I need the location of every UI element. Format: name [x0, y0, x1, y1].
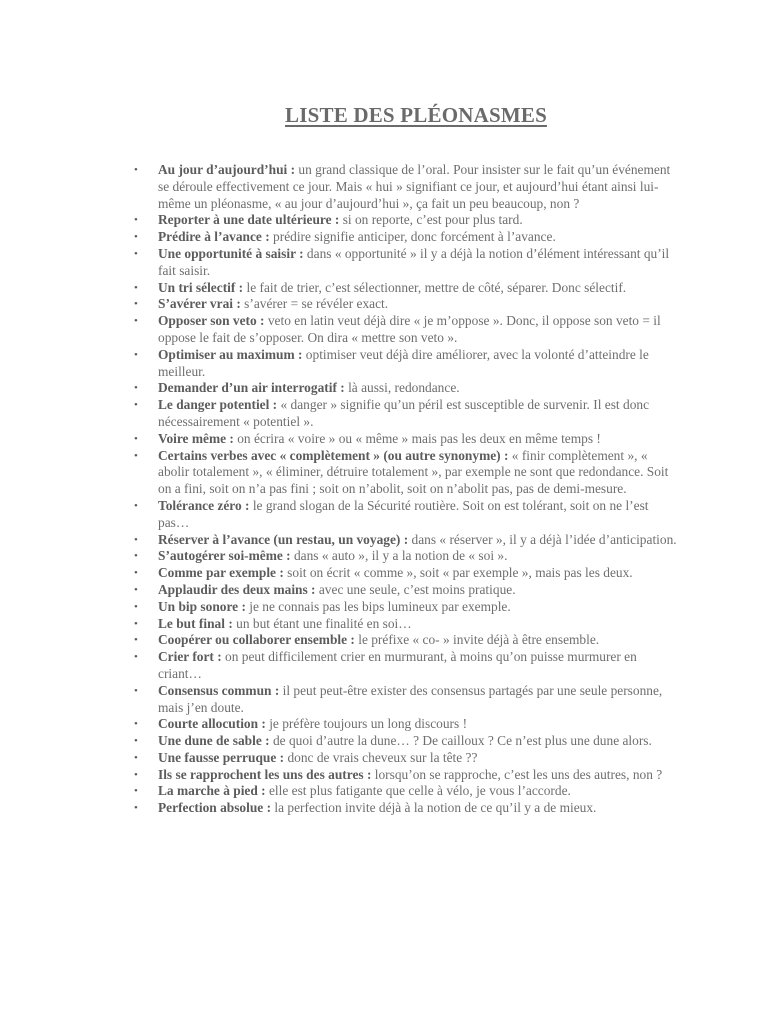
pleonasm-term: S’autogérer soi-même : [158, 548, 291, 564]
bullet-icon: • [134, 499, 138, 512]
pleonasm-term: Certains verbes avec « complètement » (ou autre synonyme) : [158, 447, 509, 463]
pleonasm-explanation: s’avérer = se révéler exact. [240, 296, 389, 312]
pleonasm-term: Voire même : [158, 430, 234, 446]
pleonasm-explanation: il peut peut-être exister des consensus partagés par une seule personne, mais j’en doute. [158, 682, 663, 715]
pleonasm-explanation: je ne connais pas les bips lumineux par exemple. [245, 598, 511, 614]
pleonasm-explanation: soit on écrit « comme », soit « par exemple », mais pas les deux. [283, 565, 633, 581]
list-item [134, 346, 678, 381]
list-item [134, 430, 678, 448]
pleonasm-term: Demander d’un air interrogatif : [158, 380, 345, 396]
list-item [134, 397, 678, 431]
pleonasm-term: Applaudir des deux mains : [158, 581, 316, 597]
pleonasm-explanation: optimiser veut déjà dire améliorer, avec la volonté d’atteindre le meilleur. [158, 346, 649, 379]
pleonasm-term: La marche à pied : [158, 783, 266, 799]
pleonasm-explanation: prédire signifie anticiper, donc forcément à l’avance. [269, 229, 556, 245]
pleonasm-term: Une fausse perruque : [158, 749, 285, 765]
bullet-icon: • [134, 550, 138, 563]
pleonasm-explanation: on écrira « voire » ou « même » mais pas les deux en même temps ! [233, 430, 601, 446]
pleonasm-term: Une dune de sable : [158, 733, 270, 749]
pleonasm-explanation: le préfixe « co- » invite déjà à être ensemble. [354, 632, 600, 648]
pleonasm-term: Reporter à une date ultérieure : [158, 212, 340, 228]
pleonasm-term: Un tri sélectif : [158, 279, 244, 295]
pleonasm-explanation: avec une seule, c’est moins pratique. [315, 581, 516, 597]
pleonasm-term: Optimiser au maximum : [158, 346, 303, 362]
pleonasm-term: Au jour d’aujourd’hui : [158, 162, 296, 177]
bullet-icon: • [134, 634, 138, 647]
bullet-icon: • [134, 785, 138, 798]
bullet-icon: • [134, 298, 138, 311]
list-item [134, 313, 678, 347]
list-item [134, 800, 678, 817]
list-item [134, 598, 678, 616]
bullet-icon: • [134, 382, 138, 395]
pleonasm-explanation: là aussi, redondance. [344, 380, 460, 396]
bullet-icon: • [134, 533, 138, 546]
pleonasm-term: Courte allocution : [158, 716, 266, 732]
bullet-icon: • [134, 684, 138, 697]
pleonasm-explanation: dans « réserver », il y a déjà l’idée d’anticipation. [408, 531, 677, 547]
pleonasm-explanation: un grand classique de l’oral. Pour insister sur le fait qu’un événement se déroule effectivement ce jour. Mais « hui » signifiant ce jour, et aujourd’hui étant ainsi lui-même un pléonasme, « au jour d’aujourd’hui », ça fait un peu beaucoup, non ? [158, 162, 671, 211]
pleonasm-explanation: on peut difficilement crier en murmurant, à moins qu’on puisse murmurer en criant… [158, 649, 637, 681]
bullet-icon: • [134, 315, 138, 328]
bullet-icon: • [134, 164, 138, 176]
bullet-icon: • [134, 247, 138, 260]
pleonasm-term: Le but final : [158, 615, 233, 631]
list-item [134, 245, 678, 280]
list-item [134, 229, 678, 246]
pleonasm-explanation: le fait de trier, c’est sélectionner, mettre de côté, séparer. Donc sélectif. [243, 279, 627, 295]
pleonasm-term: Opposer son veto : [158, 313, 265, 329]
bullet-icon: • [134, 567, 138, 580]
list-item [134, 749, 678, 767]
list-item [134, 733, 678, 750]
list-item [134, 279, 678, 297]
bullet-icon: • [134, 768, 138, 781]
pleonasm-term: Consensus commun : [158, 682, 280, 698]
list-item [134, 766, 678, 784]
list-item [134, 212, 678, 229]
bullet-icon: • [134, 281, 138, 294]
pleonasm-term: Prédire à l’avance : [158, 229, 270, 245]
pleonasm-term: Crier fort : [158, 649, 222, 665]
bullet-icon: • [134, 214, 138, 227]
pleonasm-term: Coopérer ou collaborer ensemble : [158, 632, 355, 648]
pleonasm-explanation: un but étant une finalité en soi… [232, 615, 412, 631]
pleonasm-explanation: veto en latin veut déjà dire « je m’oppose ». Donc, il oppose son veto = il oppose le fait de s’opposer. On dira « mettre son veto ». [158, 313, 661, 345]
pleonasm-list [134, 162, 678, 817]
pleonasm-term: Tolérance zéro : [158, 497, 250, 513]
bullet-icon: • [134, 583, 138, 596]
page-title: LISTE DES PLÉONASMES [285, 103, 547, 127]
list-item [134, 783, 678, 800]
pleonasm-explanation: je préfère toujours un long discours ! [265, 716, 468, 732]
bullet-icon: • [134, 449, 138, 462]
pleonasm-explanation: de quoi d’autre la dune… ? De cailloux ? Ce n’est plus une dune alors. [269, 733, 652, 749]
list-item [134, 615, 678, 633]
list-item [134, 682, 678, 717]
list-item [134, 565, 678, 582]
list-item [134, 716, 678, 733]
pleonasm-term: Ils se rapprochent les uns des autres : [158, 766, 372, 782]
bullet-icon: • [134, 617, 138, 630]
list-item [134, 380, 678, 397]
list-item [134, 632, 678, 649]
pleonasm-term: S’avérer vrai : [158, 296, 241, 312]
pleonasm-explanation: dans « opportunité » il y a déjà la notion d’élément intéressant qu’il fait saisir. [158, 245, 670, 278]
pleonasm-explanation: donc de vrais cheveux sur la tête ?? [284, 749, 478, 765]
list-item [134, 162, 678, 212]
list-item [134, 548, 678, 565]
list-item [134, 447, 678, 498]
bullet-icon: • [134, 399, 138, 412]
pleonasm-explanation: lorsqu’on se rapproche, c’est les uns des autres, non ? [371, 766, 663, 782]
pleonasm-explanation: le grand slogan de la Sécurité routière. Soit on est tolérant, soit on ne l’est pas… [158, 497, 649, 530]
bullet-icon: • [134, 651, 138, 664]
list-item [134, 581, 678, 599]
bullet-icon: • [134, 802, 138, 815]
pleonasm-explanation: « danger » signifie qu’un péril est susceptible de survenir. Il est donc nécessairement « potentiel ». [158, 397, 650, 429]
pleonasm-term: Une opportunité à saisir : [158, 245, 304, 261]
pleonasm-explanation: « finir complètement », « abolir totalement », « éliminer, détruire totalement », par exemple ne sont que redondance. Soit on a fini, soit on n’a pas fini ; soit on n’abolit, soit on n’abolit pas, pas de demi-mesure. [158, 447, 669, 497]
pleonasm-term: Perfection absolue : [158, 800, 272, 816]
pleonasm-explanation: la perfection invite déjà à la notion de ce qu’il y a de mieux. [271, 800, 597, 816]
list-item [134, 296, 678, 313]
pleonasm-term: Réserver à l’avance (un restau, un voyage) : [158, 531, 409, 547]
bullet-icon: • [134, 718, 138, 731]
pleonasm-term: Le danger potentiel : [158, 397, 278, 413]
bullet-icon: • [134, 348, 138, 361]
pleonasm-explanation: si on reporte, c’est pour plus tard. [339, 212, 523, 228]
list-item [134, 497, 678, 532]
pleonasm-term: Un bip sonore : [158, 598, 246, 614]
bullet-icon: • [134, 751, 138, 764]
bullet-icon: • [134, 231, 138, 244]
bullet-icon: • [134, 432, 138, 445]
pleonasm-term: Comme par exemple : [158, 565, 284, 581]
pleonasm-explanation: dans « auto », il y a la notion de « soi ». [290, 548, 508, 564]
bullet-icon: • [134, 735, 138, 748]
bullet-icon: • [134, 600, 138, 613]
pleonasm-explanation: elle est plus fatigante que celle à vélo, je vous l’accorde. [265, 783, 571, 799]
list-item [134, 649, 678, 683]
list-item [134, 531, 678, 549]
